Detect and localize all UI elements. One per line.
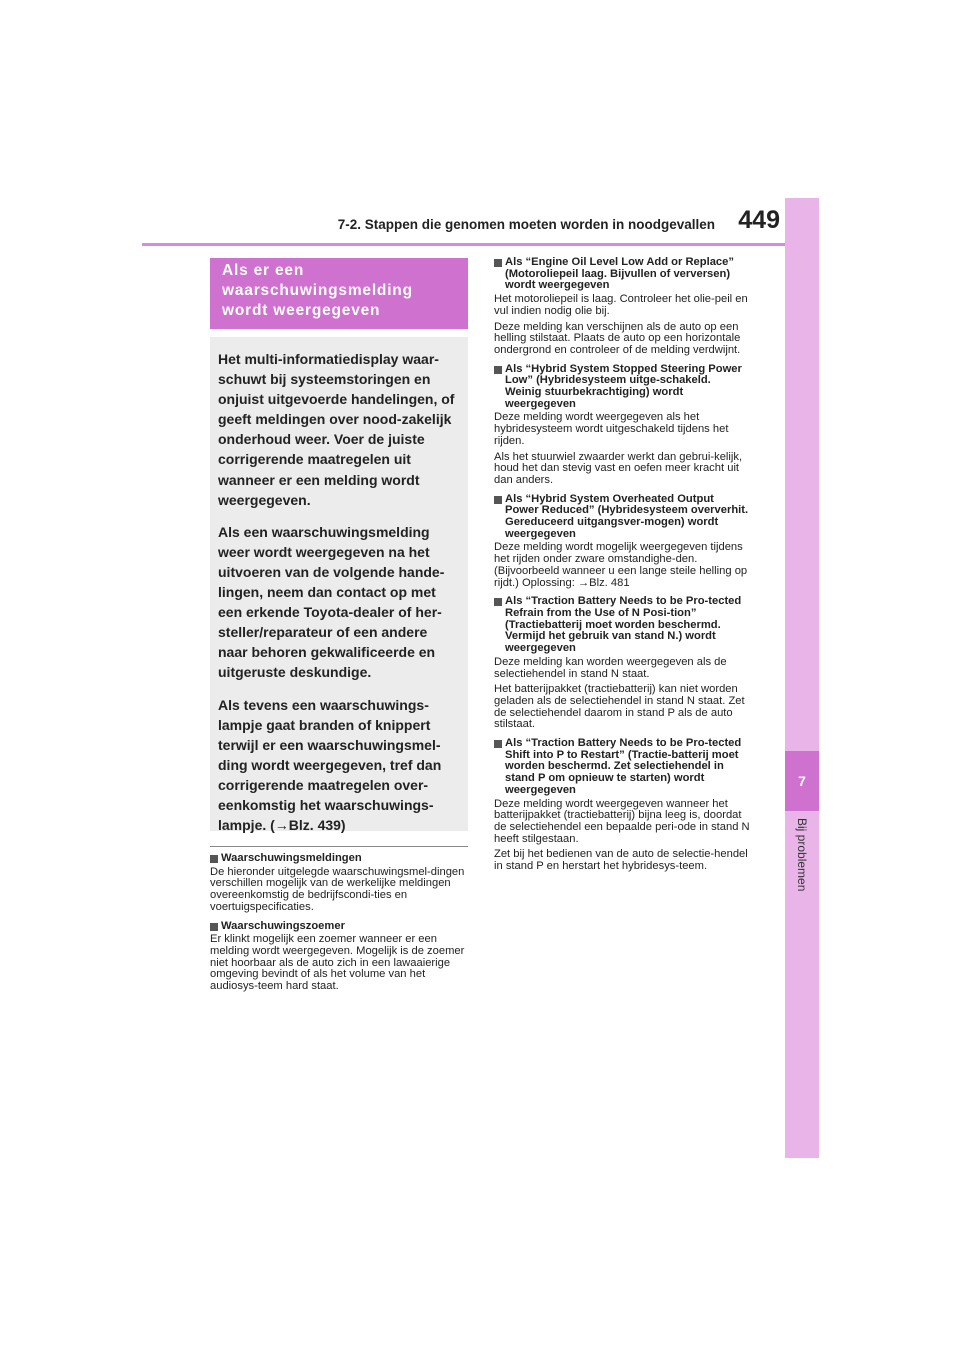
message-heading: Als “Engine Oil Level Low Add or Replace” (Motoroliepeil laag. Bijvullen of verversen) wordt weergegeven [505,256,734,292]
message-text: Deze melding wordt mogelijk weergegeven tijdens het rijden onder zware omstandighe-den. (Bijvoorbeeld wanneer u een lange steile helling op rijdt.) Oplossing: →Blz. 481 [494,541,748,589]
note-heading: Waarschuwingsmeldingen [221,852,362,864]
note-heading: Waarschuwingszoemer [221,919,345,932]
square-bullet-icon [494,259,502,267]
message-text: Deze melding kan worden weergegeven als de selectiehendel in stand N staat. [494,655,727,680]
message-heading: Als “Hybrid System Overheated Output Power Reduced” (Hybridesysteem oververhit. Gereduceerd uitgangsver-mogen) wordt weergegeven [505,492,749,540]
square-bullet-icon [210,855,218,863]
intro-paragraph: Als een waarschuwingsmelding weer wordt weergegeven na het uitvoeren van de volgende hande-lingen, neem dan contact op met een erkende Toyota-dealer of her-steller/reparateur of een andere naar behoren gekwalificeerde en uitgeruste deskundige. [218,523,445,681]
running-header-title: 7-2. Stappen die genomen moeten worden in noodgevallen [337,217,715,232]
message-item [494,596,750,731]
intro-paragraph: Als tevens een waarschuwings-lampje gaat branden of knippert terwijl er een waarschuwingsmel-ding wordt weergegeven, tref dan corrigerende maatregelen over-eenkomstig het waarschuwings-lampje. (→Blz. 439) [218,696,442,834]
chapter-number: 7 [785,751,819,811]
note-item [210,853,468,914]
message-item [494,738,750,873]
square-bullet-icon [494,496,502,504]
page-number: 449 [738,206,780,234]
message-text: Deze melding kan verschijnen als de auto op een helling stilstaat. Plaats de auto op een horizontale ondergrond en controleer of de melding verdwijnt. [494,320,741,356]
chapter-label: Bij problemen [795,818,809,892]
message-heading: Als “Traction Battery Needs to be Pro-tected Refrain from the Use of N Posi-tion” (Tractiebatterij moet worden beschermd. Vermijd het gebruik van stand N.) wordt weergegeven [505,595,742,655]
right-column-messages [494,257,750,880]
message-text: Als het stuurwiel zwaarder werkt dan gebrui-kelijk, houd het dan stevig vast en oefen meer kracht uit dan anders. [494,450,743,486]
header-rule [142,243,785,246]
message-item [494,494,750,590]
note-text: De hieronder uitgelegde waarschuwingsmel-dingen verschillen mogelijk van de werkelijke meldingen overeenkomstig de bedrijfscondi-ties en voertuigspecificaties. [210,865,465,913]
message-item [494,364,750,487]
message-text: Het batterijpakket (tractiebatterij) kan niet worden geladen als de selectiehendel in stand N staat. Zet de selectiehendel daarom in stand P als de auto stilstaat. [494,683,745,731]
divider [210,846,468,847]
message-heading: Als “Hybrid System Stopped Steering Power Low” (Hybridesysteem uitge-schakeld. Weinig stuurbekrachtiging) wordt weergegeven [505,362,742,410]
intro-box [210,337,468,834]
note-item [210,921,468,993]
square-bullet-icon [494,366,502,374]
square-bullet-icon [494,598,502,606]
message-item [494,257,750,357]
intro-paragraph: Het multi-informatiedisplay waar-schuwt bij systeemstoringen en onjuist uitgevoerde handelingen, of geeft meldingen over nood-zakelijk onderhoud weer. Voer de juiste corrigerende maatregelen uit wanneer er een melding wordt weergegeven. [218,351,455,508]
note-text: Er klinkt mogelijk een zoemer wanneer er een melding wordt weergegeven. Mogelijk is de zoemer niet hoorbaar als de auto zich in een lawaaierige omgeving bevindt of als het volume van het audiosys-teem hard staat. [210,933,465,993]
chapter-side-tab [785,198,819,1158]
message-text: Deze melding wordt weergegeven als het hybridesysteem wordt uitgeschakeld tijdens het rijden. [494,411,729,447]
left-column-notes [210,853,468,1000]
message-text: Deze melding wordt weergegeven wanneer het batterijpakket (tractiebatterij) bijna leeg is, doordat de selectiehendel een bepaalde peri-ode in stand N heeft stilgestaan. [494,797,750,845]
square-bullet-icon [494,740,502,748]
message-text: Zet bij het bedienen van de auto de selectie-hendel in stand P en herstart het hybridesys-teem. [494,848,748,873]
square-bullet-icon [210,923,218,931]
message-text: Het motoroliepeil is laag. Controleer het olie-peil en vul indien nodig olie bij. [494,293,748,317]
message-heading: Als “Traction Battery Needs to be Pro-tected Shift into P to Restart” (Tractie-batterij moet worden beschermd. Zet selectiehendel in stand P om opnieuw te starten) wordt weergegeven [505,737,742,796]
section-heading: Als er een waarschuwingsmelding wordt weergegeven [210,258,468,329]
